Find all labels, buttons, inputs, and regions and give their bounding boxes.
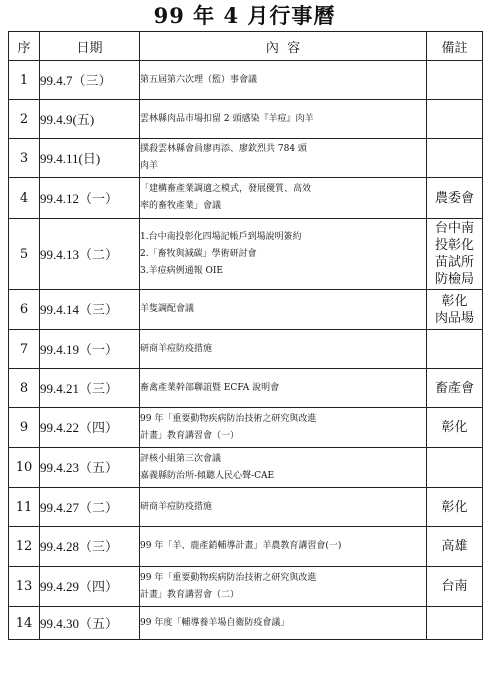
row-note [427, 330, 483, 369]
row-note [427, 178, 483, 219]
row-date: 99.4.14（三） [40, 290, 140, 330]
row-note [427, 448, 483, 488]
row-date: 99.4.13（二） [40, 219, 140, 290]
table-row [9, 139, 483, 178]
content-line: 99 年度「輔導養羊場自衛防疫會議」 [140, 617, 290, 628]
row-number: 4 [9, 178, 40, 219]
content-line: 率的畜牧產業」會議 [140, 201, 222, 211]
header-no: 序 [9, 32, 40, 61]
content-line: 3.羊痘病例通報 OIE [140, 265, 223, 276]
row-note [427, 290, 483, 330]
row-content [140, 290, 427, 330]
note-line: 彰化 [441, 420, 468, 435]
content-line: 99 年「羊、鹿產銷輔導計畫」羊農教育講習會(一) [140, 541, 342, 551]
content-line: 計畫」教育講習會（一） [140, 430, 240, 441]
row-content [140, 448, 427, 488]
row-number: 12 [9, 527, 40, 567]
header-content: 內 容 [140, 32, 427, 61]
content-line: 撲殺雲林縣會員廖再添、廖欽烈共 784 頭 [140, 144, 307, 154]
row-content [140, 607, 427, 640]
row-number: 3 [9, 139, 40, 178]
table-body [9, 61, 483, 640]
table-row [9, 178, 483, 219]
row-number: 14 [9, 607, 40, 640]
table-row [9, 369, 483, 408]
row-date: 99.4.23（五） [40, 448, 140, 488]
table-row [9, 567, 483, 607]
note-line: 畜產會 [434, 380, 474, 396]
row-content [140, 330, 427, 369]
note-line: 投彰化 [434, 238, 474, 253]
row-date: 99.4.12（一） [40, 178, 140, 219]
note-line: 防檢局 [434, 272, 474, 287]
content-line: 2.「畜牧與減碳」學術研討會 [140, 248, 257, 259]
note-line: 彰化 [441, 293, 468, 309]
table-row [9, 607, 483, 640]
header-note: 備註 [427, 32, 483, 61]
content-line: 研商羊痘防疫措施 [140, 343, 213, 354]
note-line: 台南 [441, 579, 468, 594]
row-date: 99.4.19（一） [40, 330, 140, 369]
table-row [9, 100, 483, 139]
row-date: 99.4.29（四） [40, 567, 140, 607]
row-date: 99.4.9(五) [40, 100, 140, 139]
content-line: 計畫」教育講習會（二） [140, 589, 240, 600]
content-line: 研商羊痘防疫措施 [140, 501, 213, 512]
table-row [9, 408, 483, 448]
content-line: 嘉義縣防治所-傾聽人民心聲-CAE [140, 470, 275, 481]
table-header-row [9, 32, 483, 61]
row-content [140, 139, 427, 178]
note-line: 台中南 [434, 221, 474, 236]
header-date: 日期 [40, 32, 140, 61]
row-number: 6 [9, 290, 40, 330]
note-line: 肉品場 [434, 310, 474, 326]
row-content [140, 369, 427, 408]
row-note [427, 219, 483, 290]
content-line: 肉羊 [140, 161, 159, 171]
row-number: 13 [9, 567, 40, 607]
content-line: 「建構畜產業調適之模式，發展優質、高效 [140, 184, 312, 194]
row-content [140, 408, 427, 448]
note-line: 農委會 [434, 190, 474, 206]
table-row [9, 61, 483, 100]
row-note [427, 488, 483, 527]
row-note [427, 369, 483, 408]
row-number: 8 [9, 369, 40, 408]
row-note [427, 139, 483, 178]
content-line: 99 年「重要動物疾病防治技術之研究與改進 [140, 572, 317, 583]
row-note [427, 527, 483, 567]
content-line: 雲林縣肉品市場扣留 2 頭感染『羊痘』肉羊 [140, 113, 314, 124]
row-note [427, 61, 483, 100]
row-number: 11 [9, 488, 40, 527]
page-title: 99 年 4 月行事曆 [153, 3, 336, 28]
content-line: 第五屆第六次理（監）事會議 [140, 74, 258, 85]
content-line: 1.台中南投彰化四場記帳戶到場說明簽約 [140, 231, 302, 242]
row-number: 1 [9, 61, 40, 100]
row-content [140, 527, 427, 567]
row-date: 99.4.22（四） [40, 408, 140, 448]
row-number: 7 [9, 330, 40, 369]
note-line: 彰化 [441, 499, 468, 515]
row-number: 10 [9, 448, 40, 488]
schedule-table [8, 31, 483, 640]
table-row [9, 219, 483, 290]
row-date: 99.4.28（三） [40, 527, 140, 567]
row-number: 9 [9, 408, 40, 448]
row-content [140, 488, 427, 527]
row-number: 5 [9, 219, 40, 290]
table-row [9, 290, 483, 330]
row-content [140, 100, 427, 139]
row-content [140, 61, 427, 100]
row-note [427, 567, 483, 607]
row-note [427, 100, 483, 139]
row-content [140, 567, 427, 607]
content-line: 99 年「重要動物疾病防治技術之研究與改進 [140, 413, 317, 424]
row-note [427, 408, 483, 448]
row-date: 99.4.30（五） [40, 607, 140, 640]
content-line: 畜禽產業幹部聯誼暨 ECFA 說明會 [140, 382, 280, 393]
row-date: 99.4.27（二） [40, 488, 140, 527]
content-line: 評核小組第三次會議 [140, 453, 222, 464]
table-row [9, 330, 483, 369]
row-content [140, 219, 427, 290]
row-content [140, 178, 427, 219]
row-note [427, 607, 483, 640]
table-row [9, 527, 483, 567]
table-row [9, 448, 483, 488]
note-line: 高雄 [441, 539, 468, 554]
table-row [9, 488, 483, 527]
content-line: 羊隻調配會議 [140, 304, 195, 314]
note-line: 苗試所 [434, 255, 474, 270]
row-date: 99.4.11(日) [40, 139, 140, 178]
row-date: 99.4.7（三） [40, 61, 140, 100]
row-date: 99.4.21（三） [40, 369, 140, 408]
row-number: 2 [9, 100, 40, 139]
